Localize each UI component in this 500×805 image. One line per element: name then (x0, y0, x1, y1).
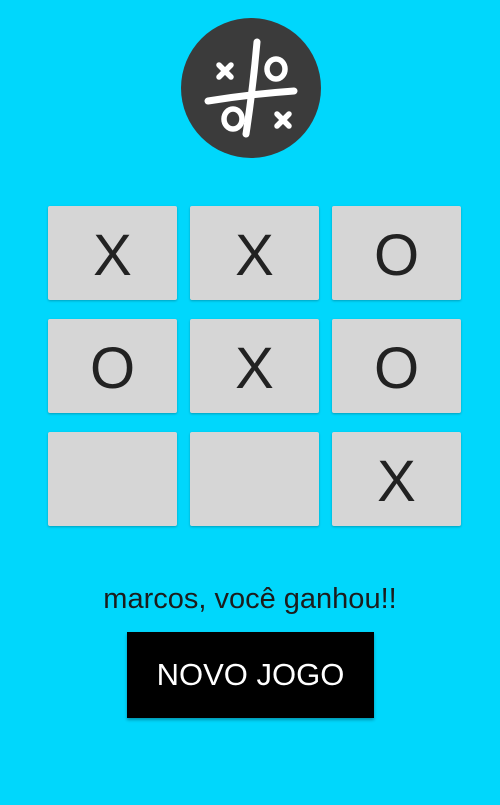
board-cell-2[interactable] (190, 206, 319, 300)
logo-graphic (181, 18, 321, 158)
board-cell-8[interactable] (190, 432, 319, 526)
cell-mark: X (235, 223, 274, 288)
cell-mark: O (373, 223, 420, 288)
cell-mark: X (235, 336, 274, 401)
cell-mark: O (373, 336, 420, 401)
board-cell-1[interactable] (48, 206, 177, 300)
game-board (48, 206, 461, 527)
tic-tac-toe-logo-icon (181, 18, 321, 158)
cell-mark: O (89, 336, 136, 401)
board-cell-7[interactable] (48, 432, 177, 526)
new-game-button[interactable]: NOVO JOGO (127, 632, 374, 718)
cell-mark: X (377, 449, 416, 514)
board-cell-3[interactable] (332, 206, 461, 300)
board-cell-4[interactable] (48, 319, 177, 413)
board-cell-6[interactable] (332, 319, 461, 413)
board-cell-9[interactable] (332, 432, 461, 526)
game-status-message: marcos, você ganhou!! (103, 583, 397, 615)
cell-mark: X (93, 223, 132, 288)
board-cell-5[interactable] (190, 319, 319, 413)
